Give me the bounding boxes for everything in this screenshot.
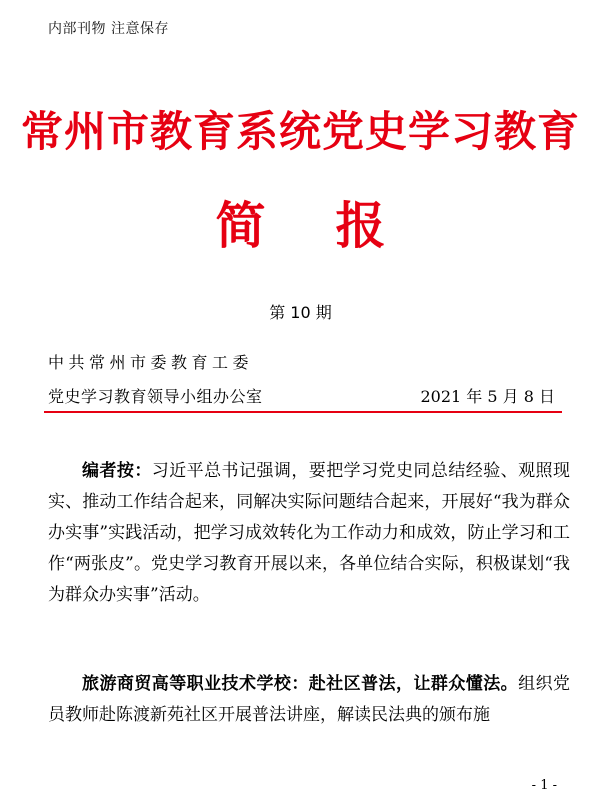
internal-publication-note: 内部刊物 注意保存	[48, 21, 169, 37]
red-divider-rule	[44, 411, 562, 413]
news-item-lead: 旅游商贸高等职业技术学校：赴社区普法，让群众懂法。	[82, 674, 519, 694]
issue-number: 第 10 期	[269, 303, 332, 322]
issuer-line-1: 中共常州市委教育工委	[48, 353, 254, 372]
editor-note-text: 习近平总书记强调，要把学习党史同总结经验、观照现实、推动工作结合起来，同解决实际问题结合起来，开展好“我为群众办实事”实践活动，把学习成效转化为工作动力和成效，防止学习和工作“两张皮”。党史学习教育开展以来，各单位结合实际，积极谋划“我为群众办实事”活动。	[48, 461, 571, 605]
editor-note-label: 编者按：	[82, 461, 152, 481]
issuer-line-2: 党史学习教育领导小组办公室	[48, 387, 263, 406]
news-item-text: 组织党员教师赴陈渡新苑社区开展普法讲座，解读民法典的颁布施	[48, 674, 571, 725]
editor-note-paragraph	[48, 456, 570, 611]
issue-date: 2021 年 5 月 8 日	[420, 387, 555, 406]
masthead-subtitle: 简报	[215, 196, 456, 255]
masthead-title: 常州市教育系统党史学习教育	[20, 107, 580, 156]
news-item-paragraph	[48, 669, 570, 731]
page-number: - 1 -	[531, 778, 557, 793]
